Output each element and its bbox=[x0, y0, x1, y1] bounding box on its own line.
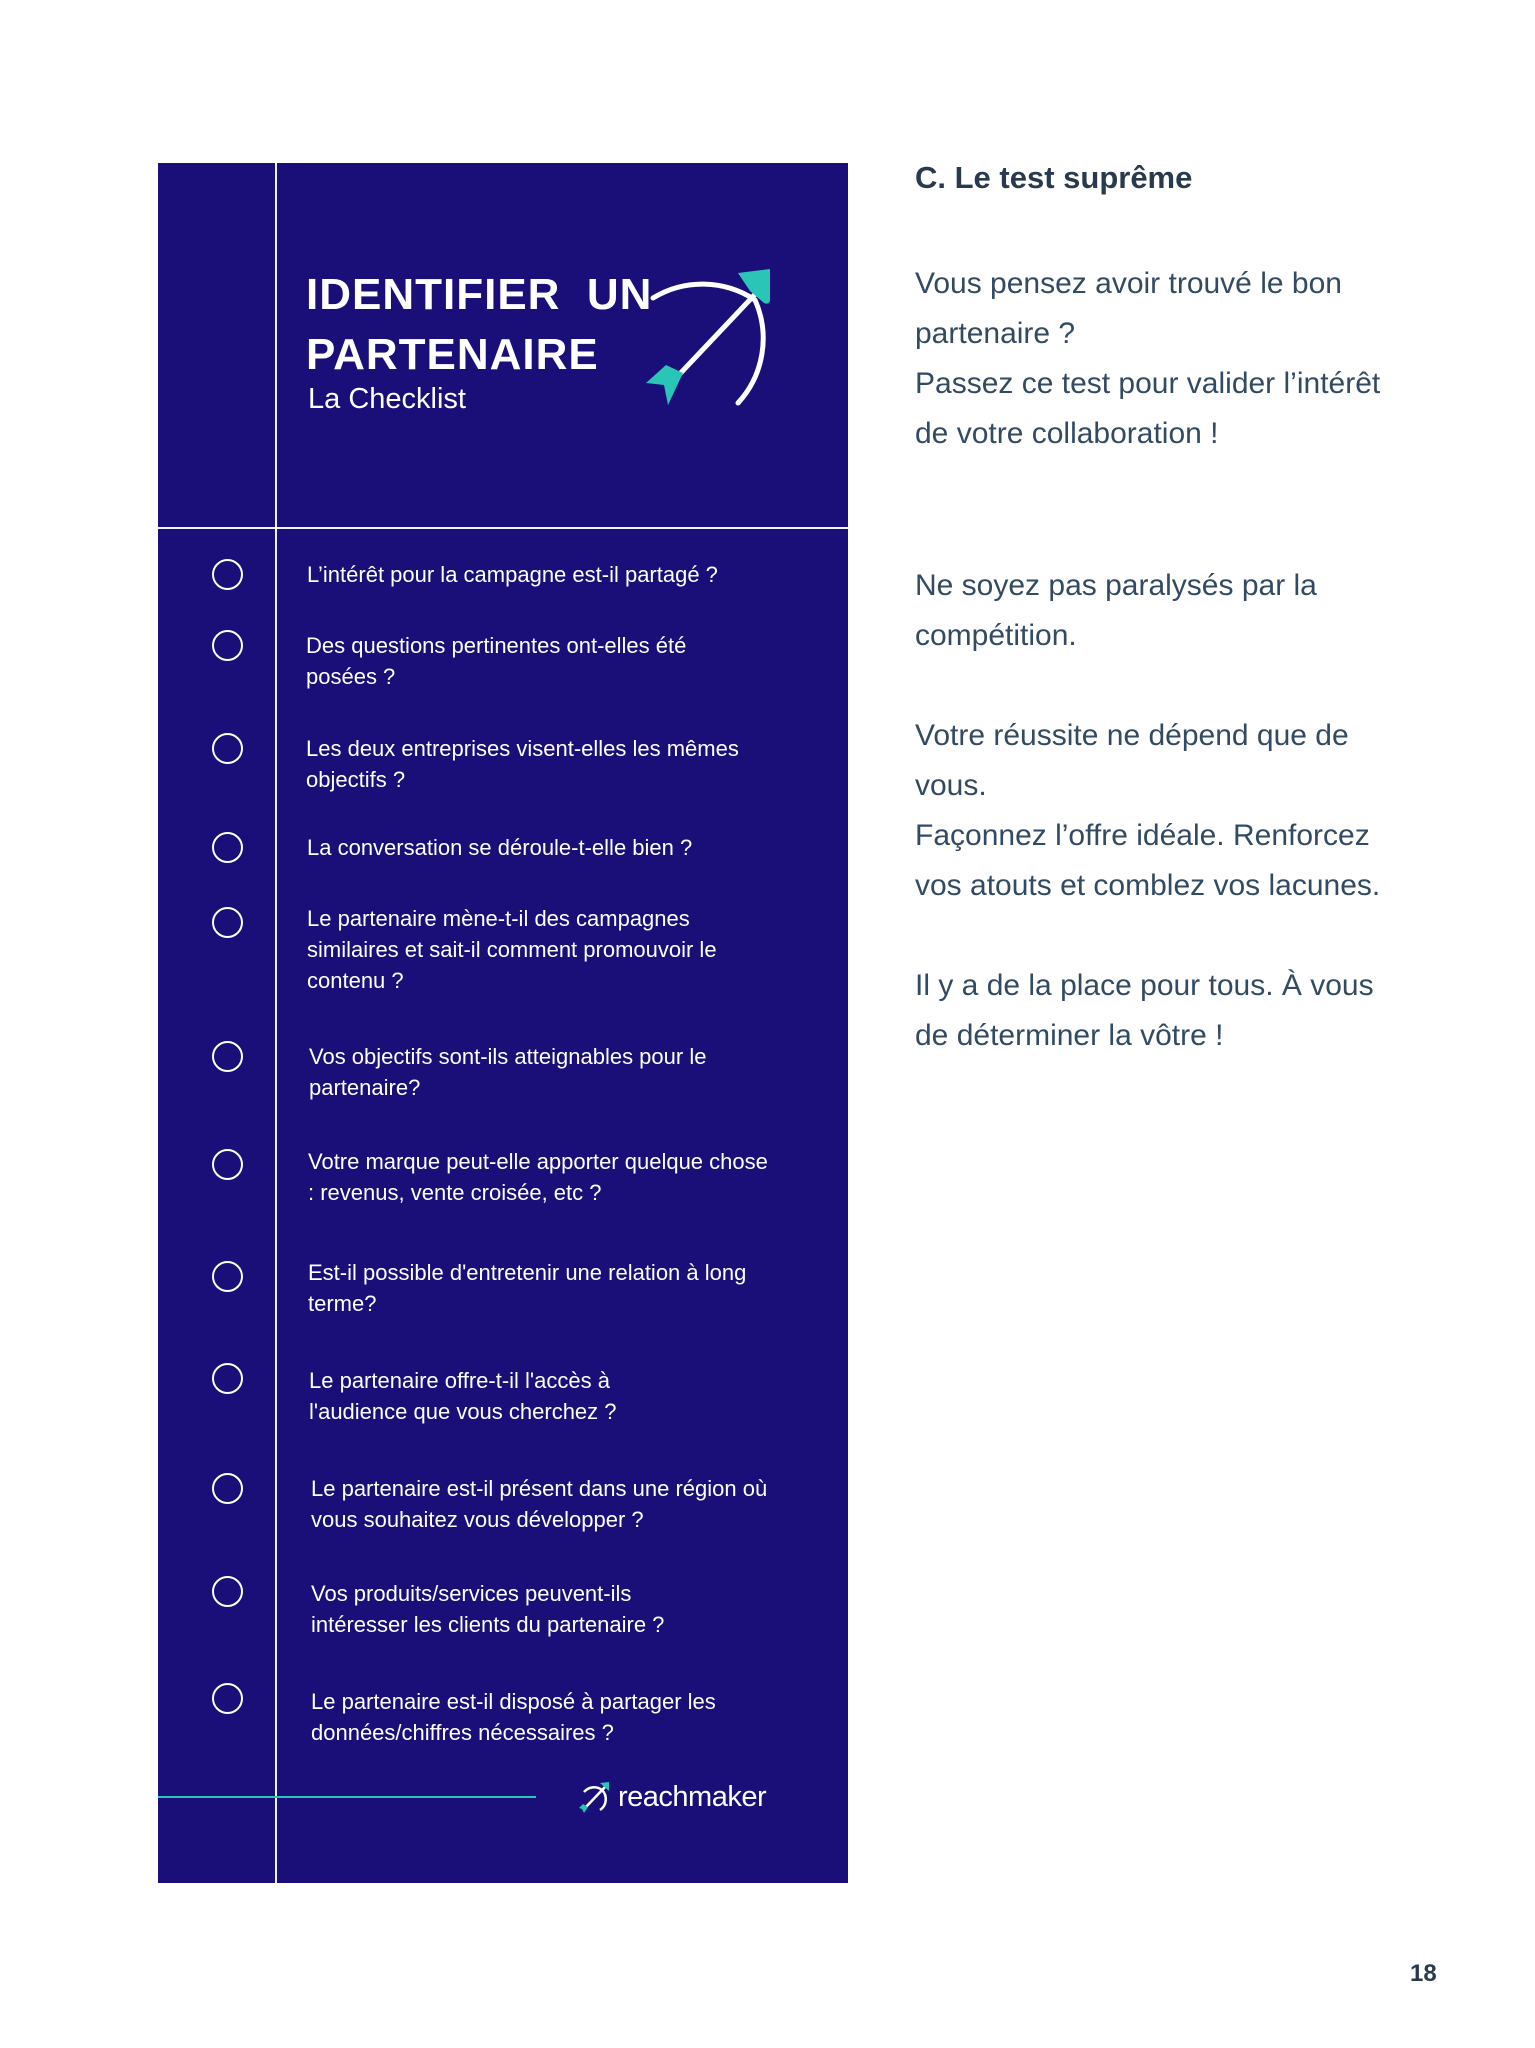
checklist-item: Le partenaire offre-t-il l'accès à l'audience que vous cherchez ? bbox=[309, 1368, 617, 1424]
checklist-item: Le partenaire est-il présent dans une région où vous souhaitez vous développer ? bbox=[311, 1476, 768, 1532]
checkbox-8[interactable] bbox=[212, 1261, 243, 1292]
checkbox-6[interactable] bbox=[212, 1041, 243, 1072]
title-line-1: IDENTIFIER UN bbox=[306, 270, 653, 319]
checklist-item: Le partenaire est-il disposé à partager les données/chiffres nécessaires ? bbox=[311, 1689, 716, 1745]
checklist-item: La conversation se déroule-t-elle bien ? bbox=[307, 835, 693, 860]
checklist-item: Les deux entreprises visent-elles les mêmes objectifs ? bbox=[306, 736, 739, 792]
checklist-title bbox=[306, 265, 652, 385]
paragraph-3 bbox=[915, 711, 1415, 911]
paragraph-4: Il y a de la place pour tous. À vous de déterminer la vôtre ! bbox=[915, 969, 1374, 1052]
checkbox-10[interactable] bbox=[212, 1473, 243, 1504]
page-number: 18 bbox=[1410, 1960, 1437, 1987]
bow-arrow-icon bbox=[638, 263, 798, 413]
checkbox-12[interactable] bbox=[212, 1683, 243, 1714]
checklist-item: Vos objectifs sont-ils atteignables pour le partenaire? bbox=[309, 1044, 707, 1100]
brand-arrow-icon bbox=[578, 1780, 612, 1814]
checklist-item: Le partenaire mène-t-il des campagnes similaires et sait-il comment promouvoir le contenu ? bbox=[307, 906, 717, 993]
checkbox-11[interactable] bbox=[212, 1576, 243, 1607]
footer-accent-line bbox=[158, 1796, 536, 1798]
paragraph-3-line-1: Votre réussite ne dépend que de vous. bbox=[915, 719, 1349, 802]
checkbox-7[interactable] bbox=[212, 1149, 243, 1180]
brand-name: reachmaker bbox=[618, 1780, 767, 1813]
checkbox-9[interactable] bbox=[212, 1363, 243, 1394]
checkbox-5[interactable] bbox=[212, 907, 243, 938]
checklist-card bbox=[158, 163, 848, 1883]
card-vertical-rule bbox=[275, 163, 277, 1883]
checkbox-2[interactable] bbox=[212, 630, 243, 661]
title-line-2: PARTENAIRE bbox=[306, 330, 599, 379]
checklist-item: Est-il possible d'entretenir une relation à long terme? bbox=[308, 1260, 747, 1316]
card-horizontal-rule bbox=[158, 527, 848, 529]
checklist-item: Des questions pertinentes ont-elles été posées ? bbox=[306, 633, 687, 689]
section-heading: C. Le test suprême bbox=[915, 160, 1193, 195]
brand-logo bbox=[578, 1775, 778, 1819]
paragraph-2: Ne soyez pas paralysés par la compétition. bbox=[915, 569, 1317, 652]
checkbox-3[interactable] bbox=[212, 733, 243, 764]
paragraph-1-line-2: Passez ce test pour valider l’intérêt de votre collaboration ! bbox=[915, 367, 1381, 450]
paragraph-1 bbox=[915, 259, 1415, 459]
checklist-item: L’intérêt pour la campagne est-il partagé ? bbox=[307, 562, 718, 587]
checkbox-1[interactable] bbox=[212, 559, 243, 590]
checklist-item: Votre marque peut-elle apporter quelque chose : revenus, vente croisée, etc ? bbox=[308, 1149, 768, 1205]
checklist-item: Vos produits/services peuvent-ils intéresser les clients du partenaire ? bbox=[311, 1581, 665, 1637]
checkbox-4[interactable] bbox=[212, 832, 243, 863]
checklist-subtitle: La Checklist bbox=[308, 383, 466, 415]
paragraph-1-line-1: Vous pensez avoir trouvé le bon partenaire ? bbox=[915, 267, 1342, 350]
paragraph-3-line-2: Façonnez l’offre idéale. Renforcez vos atouts et comblez vos lacunes. bbox=[915, 819, 1381, 902]
